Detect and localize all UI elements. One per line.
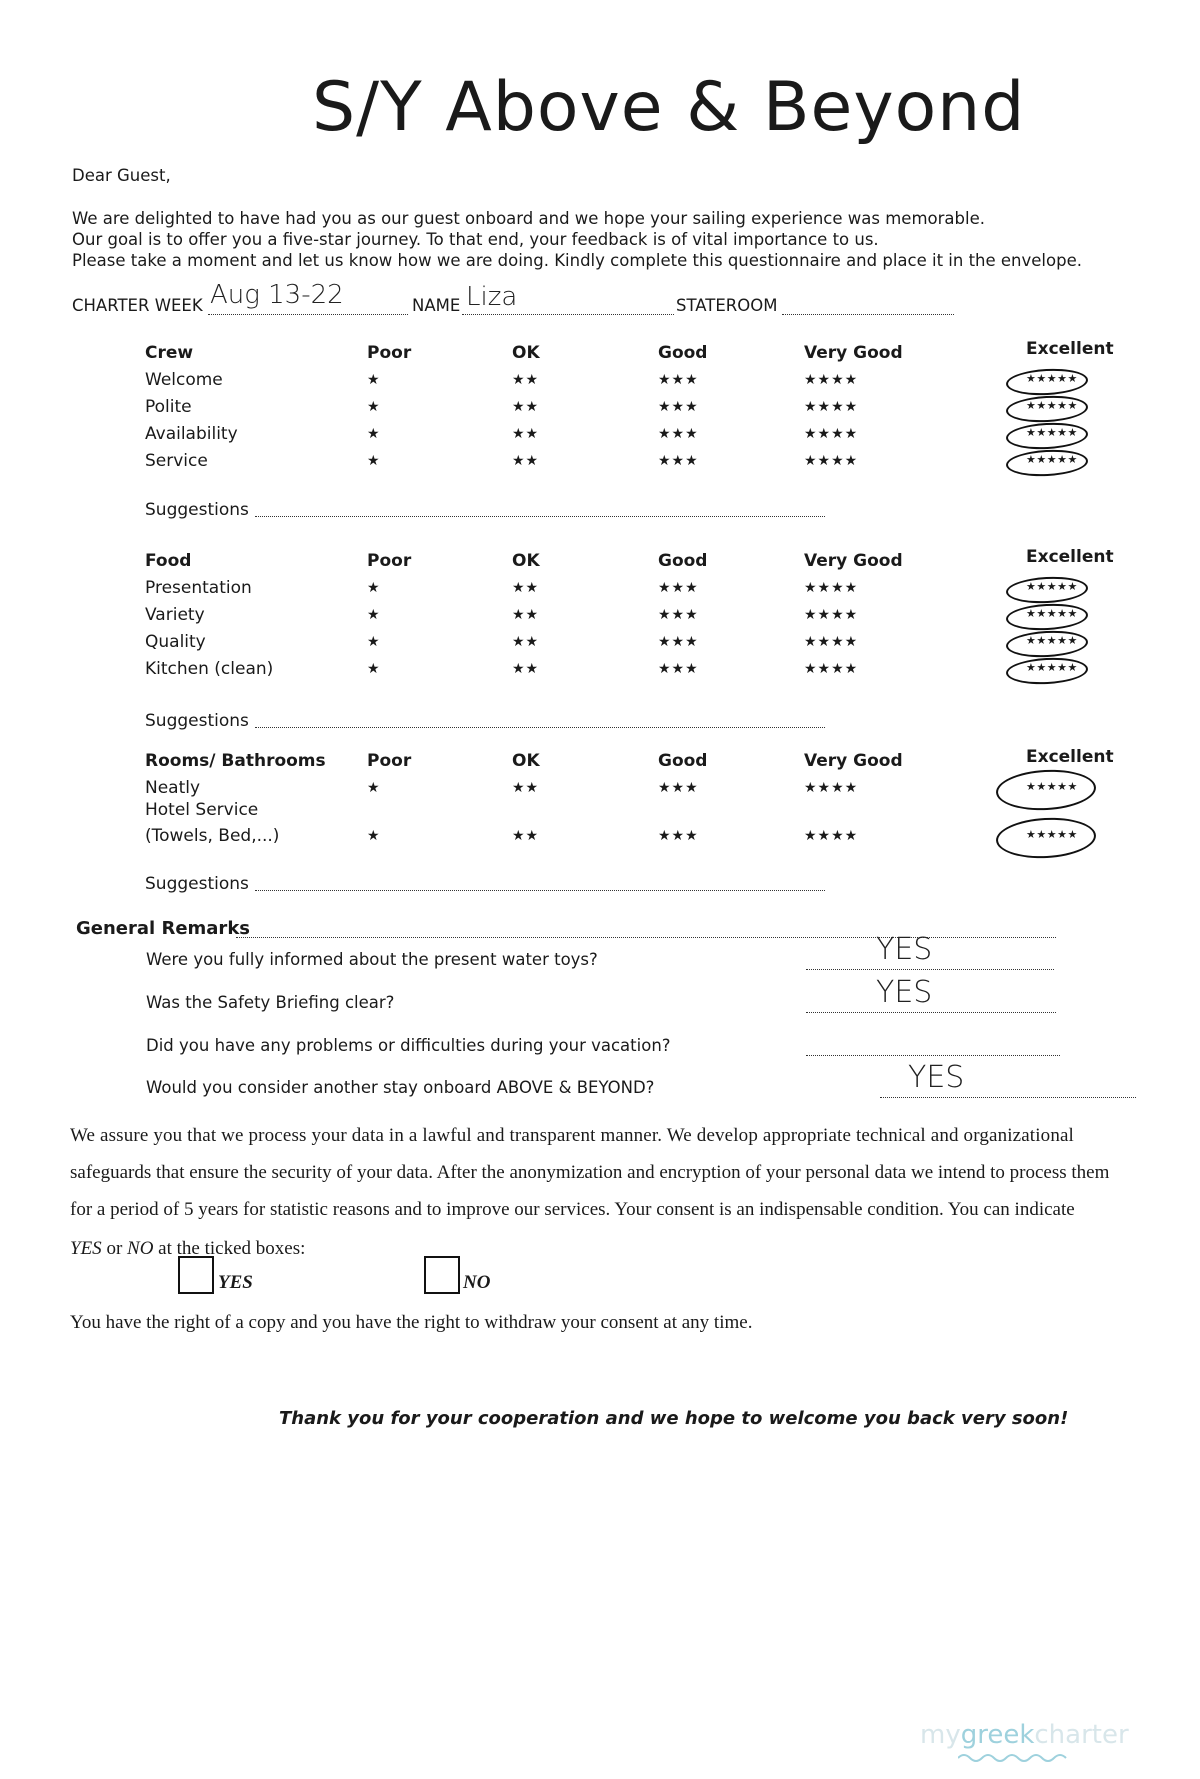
excellent-selection-circle[interactable] — [995, 767, 1097, 812]
column-good: Good — [658, 343, 708, 363]
suggestions-label: Suggestions — [145, 874, 249, 894]
star-excellent: ★★★★★ — [1026, 634, 1078, 647]
excellent-selection-circle[interactable] — [995, 815, 1097, 860]
excellent-selection-circle[interactable] — [1005, 448, 1088, 478]
privacy-line-3: for a period of 5 years for statistic reasons and to improve our services. Your consent is an indispensable condition. You can indicate — [70, 1199, 1075, 1220]
star-ok: ★★ — [512, 372, 540, 388]
column-poor: Poor — [367, 343, 412, 363]
star-good: ★★★ — [658, 634, 699, 650]
rating-row-label: Quality — [145, 632, 206, 652]
charter-week-label: CHARTER WEEK — [72, 296, 203, 315]
star-good: ★★★ — [658, 399, 699, 415]
column-ok: OK — [512, 551, 540, 571]
remark-answer[interactable]: YES — [908, 1060, 965, 1095]
remark-answer-line[interactable] — [806, 1054, 1060, 1056]
privacy-no-word: NO — [127, 1238, 154, 1259]
star-very-good: ★★★★ — [804, 426, 859, 442]
suggestions-label: Suggestions — [145, 500, 249, 520]
column-poor: Poor — [367, 751, 412, 771]
name-label: NAME — [412, 296, 461, 315]
suggestions-field[interactable] — [255, 889, 825, 891]
name-field[interactable]: Liza — [466, 282, 518, 312]
star-poor: ★ — [367, 580, 381, 596]
rating-row-label: Kitchen (clean) — [145, 659, 274, 679]
star-excellent: ★★★★★ — [1026, 828, 1078, 841]
watermark-prefix: my — [920, 1720, 961, 1750]
star-very-good: ★★★★ — [804, 453, 859, 469]
consent-no-checkbox[interactable] — [424, 1256, 460, 1294]
remark-answer-line[interactable] — [880, 1096, 1136, 1098]
column-very-good: Very Good — [804, 343, 903, 363]
consent-yes-checkbox[interactable] — [178, 1256, 214, 1294]
consent-no-label: NO — [463, 1272, 491, 1293]
star-ok: ★★ — [512, 426, 540, 442]
star-poor: ★ — [367, 607, 381, 623]
star-excellent: ★★★★★ — [1026, 780, 1078, 793]
star-ok: ★★ — [512, 399, 540, 415]
excellent-selection-circle[interactable] — [1005, 602, 1088, 632]
rating-row-label: Neatly — [145, 778, 201, 798]
excellent-selection-circle[interactable] — [1005, 367, 1088, 397]
star-very-good: ★★★★ — [804, 661, 859, 677]
column-ok: OK — [512, 751, 540, 771]
star-poor: ★ — [367, 372, 381, 388]
star-ok: ★★ — [512, 661, 540, 677]
excellent-selection-circle[interactable] — [1005, 656, 1088, 686]
star-good: ★★★ — [658, 372, 699, 388]
remark-answer-line[interactable] — [806, 1011, 1056, 1013]
watermark-logo — [920, 1720, 1129, 1750]
suggestions-field[interactable] — [255, 726, 825, 728]
watermark-suffix: charter — [1034, 1720, 1129, 1750]
remark-answer-line[interactable] — [806, 968, 1054, 970]
excellent-selection-circle[interactable] — [1005, 394, 1088, 424]
star-good: ★★★ — [658, 453, 699, 469]
star-excellent: ★★★★★ — [1026, 580, 1078, 593]
column-ok: OK — [512, 343, 540, 363]
rating-row-label: Hotel Service — [145, 800, 259, 820]
star-very-good: ★★★★ — [804, 580, 859, 596]
privacy-or-word: or — [101, 1238, 128, 1259]
intro-line-1: We are delighted to have had you as our guest onboard and we hope your sailing experience was memorable. — [72, 209, 985, 228]
stateroom-label: STATEROOM — [676, 296, 778, 315]
section-title: Rooms/ Bathrooms — [145, 751, 326, 771]
star-poor: ★ — [367, 453, 381, 469]
excellent-selection-circle[interactable] — [1005, 421, 1088, 451]
star-excellent: ★★★★★ — [1026, 453, 1078, 466]
remark-question: Were you fully informed about the present water toys? — [146, 950, 598, 969]
charter-week-field[interactable]: Aug 13-22 — [210, 280, 344, 310]
star-poor: ★ — [367, 661, 381, 677]
star-ok: ★★ — [512, 607, 540, 623]
star-poor: ★ — [367, 828, 381, 844]
star-poor: ★ — [367, 780, 381, 796]
star-good: ★★★ — [658, 780, 699, 796]
rating-row-label: Welcome — [145, 370, 223, 390]
section-title: Food — [145, 551, 192, 571]
column-very-good: Very Good — [804, 551, 903, 571]
thank-you-message: Thank you for your cooperation and we hope to welcome you back very soon! — [279, 1408, 1069, 1429]
rating-row-label: Polite — [145, 397, 192, 417]
star-very-good: ★★★★ — [804, 607, 859, 623]
star-very-good: ★★★★ — [804, 828, 859, 844]
star-excellent: ★★★★★ — [1026, 661, 1078, 674]
name-line — [462, 313, 674, 315]
star-very-good: ★★★★ — [804, 372, 859, 388]
star-poor: ★ — [367, 426, 381, 442]
suggestions-field[interactable] — [255, 515, 825, 517]
suggestions-label: Suggestions — [145, 711, 249, 731]
star-very-good: ★★★★ — [804, 780, 859, 796]
rating-row-label: Presentation — [145, 578, 252, 598]
star-good: ★★★ — [658, 607, 699, 623]
star-good: ★★★ — [658, 661, 699, 677]
star-excellent: ★★★★★ — [1026, 399, 1078, 412]
rating-row-label: Service — [145, 451, 208, 471]
watermark-wave-icon — [958, 1752, 1068, 1764]
greeting: Dear Guest, — [72, 166, 171, 185]
general-remarks-label: General Remarks — [76, 918, 250, 939]
star-good: ★★★ — [658, 580, 699, 596]
general-remarks-line[interactable] — [236, 936, 1056, 938]
star-excellent: ★★★★★ — [1026, 426, 1078, 439]
privacy-line-1: We assure you that we process your data in a lawful and transparent manner. We develop appropriate technical and organizational — [70, 1125, 1074, 1146]
remark-question: Did you have any problems or difficulties during your vacation? — [146, 1036, 671, 1055]
excellent-selection-circle[interactable] — [1005, 629, 1088, 659]
charter-week-line — [208, 313, 408, 315]
star-excellent: ★★★★★ — [1026, 372, 1078, 385]
column-good: Good — [658, 751, 708, 771]
remark-answer[interactable]: YES — [876, 975, 933, 1010]
intro-line-2: Our goal is to offer you a five-star journey. To that end, your feedback is of vital importance to us. — [72, 230, 879, 249]
remark-answer[interactable]: YES — [876, 932, 933, 967]
column-poor: Poor — [367, 551, 412, 571]
star-very-good: ★★★★ — [804, 399, 859, 415]
remark-question: Was the Safety Briefing clear? — [146, 993, 395, 1012]
star-good: ★★★ — [658, 426, 699, 442]
section-title: Crew — [145, 343, 194, 363]
star-poor: ★ — [367, 634, 381, 650]
excellent-selection-circle[interactable] — [1005, 575, 1088, 605]
column-excellent: Excellent — [1026, 339, 1114, 359]
star-ok: ★★ — [512, 634, 540, 650]
privacy-line-2: safeguards that ensure the security of your data. After the anonymization and encryption of your personal data we intend to process them — [70, 1162, 1110, 1183]
stateroom-field[interactable] — [782, 313, 954, 315]
column-excellent: Excellent — [1026, 747, 1114, 767]
column-good: Good — [658, 551, 708, 571]
star-poor: ★ — [367, 399, 381, 415]
star-excellent: ★★★★★ — [1026, 607, 1078, 620]
star-good: ★★★ — [658, 828, 699, 844]
star-ok: ★★ — [512, 580, 540, 596]
watermark-brand: greek — [960, 1720, 1035, 1750]
rating-row-label: Availability — [145, 424, 238, 444]
privacy-rest: at the ticked boxes: — [153, 1238, 306, 1259]
column-very-good: Very Good — [804, 751, 903, 771]
remark-question: Would you consider another stay onboard ABOVE & BEYOND? — [146, 1078, 655, 1097]
column-excellent: Excellent — [1026, 547, 1114, 567]
intro-line-3: Please take a moment and let us know how we are doing. Kindly complete this questionnaire and place it in the envelope. — [72, 251, 1082, 270]
star-very-good: ★★★★ — [804, 634, 859, 650]
star-ok: ★★ — [512, 453, 540, 469]
privacy-rights: You have the right of a copy and you have the right to withdraw your consent at any time. — [70, 1312, 753, 1333]
star-ok: ★★ — [512, 828, 540, 844]
consent-yes-label: YES — [218, 1272, 253, 1293]
star-ok: ★★ — [512, 780, 540, 796]
page-title: S/Y Above & Beyond — [312, 68, 1026, 147]
privacy-yes-word: YES — [70, 1238, 102, 1259]
rating-row-label: Variety — [145, 605, 205, 625]
rating-row-label: (Towels, Bed,...) — [145, 826, 280, 846]
